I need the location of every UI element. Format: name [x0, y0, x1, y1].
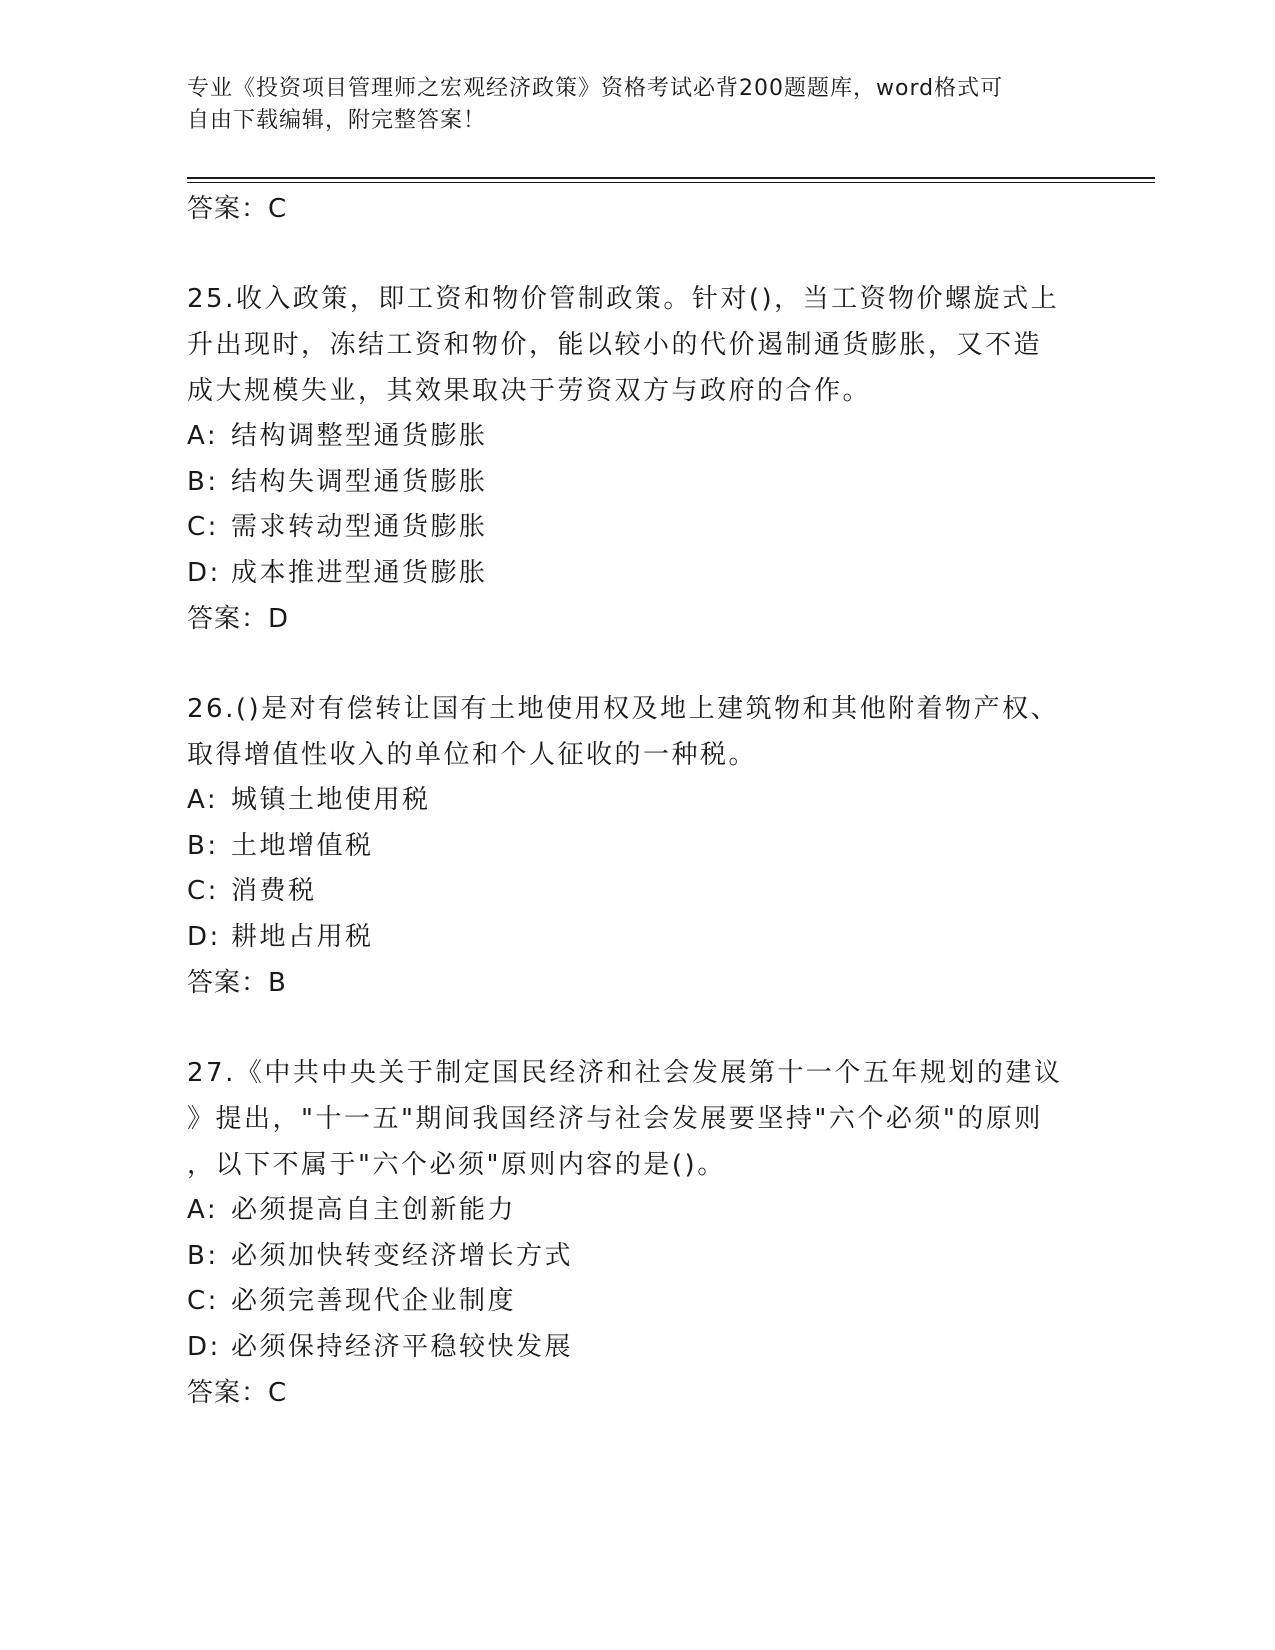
question-line: 》提出，"十一五"期间我国经济与社会发展要坚持"六个必须"的原则: [187, 1104, 1043, 1134]
option-a: [187, 414, 1087, 460]
option-label: B:: [187, 1240, 219, 1271]
option-d: [187, 551, 1087, 597]
option-c: [187, 1279, 1087, 1325]
option-b: [187, 1234, 1087, 1280]
header-line-1: 专业《投资项目管理师之宏观经济政策》资格考试必背200题题库，word格式可: [187, 76, 1004, 101]
question-list: [187, 186, 1087, 1416]
option-d: [187, 915, 1087, 961]
option-label: A:: [187, 1195, 219, 1225]
option-label: B:: [187, 466, 219, 497]
option-text: 土地增值税: [231, 830, 374, 861]
option-text: 必须保持经济平稳较快发展: [231, 1331, 574, 1362]
option-label: D:: [187, 557, 221, 588]
spacer: [187, 232, 1087, 276]
option-text: 耕地占用税: [231, 921, 374, 952]
option-text: 消费税: [231, 876, 317, 906]
option-text: 必须完善现代企业制度: [231, 1286, 517, 1316]
question-text: [187, 686, 1087, 778]
option-a: [187, 1188, 1087, 1234]
option-c: [187, 869, 1087, 915]
option-text: 城镇土地使用税: [231, 785, 431, 815]
answer: 答案：D: [187, 604, 290, 634]
option-a: [187, 778, 1087, 824]
question-line: ，以下不属于"六个必须"原则内容的是()。: [187, 1150, 726, 1180]
option-text: 结构失调型通货膨胀: [231, 466, 488, 497]
spacer: [187, 1006, 1087, 1050]
question-line: 取得增值性收入的单位和个人征收的一种税。: [187, 740, 758, 770]
question-block: [187, 1050, 1087, 1416]
option-b: [187, 824, 1087, 870]
answer: 答案：C: [187, 1378, 288, 1408]
question-line: 26.()是对有偿转让国有土地使用权及地上建筑物和其他附着物产权、: [187, 694, 1060, 724]
question-line: 27.《中共中央关于制定国民经济和社会发展第十一个五年规划的建议: [187, 1058, 1063, 1088]
question-line: 成大规模失业，其效果取决于劳资双方与政府的合作。: [187, 376, 872, 406]
question-text: [187, 1050, 1087, 1188]
header-line-2: 自由下载编辑，附完整答案！: [187, 108, 487, 133]
document-header: [187, 73, 1067, 137]
option-label: C:: [187, 876, 219, 906]
previous-answer: 答案：C: [187, 194, 288, 224]
option-text: 必须加快转变经济增长方式: [231, 1240, 574, 1271]
option-text: 成本推进型通货膨胀: [231, 557, 488, 588]
option-label: B:: [187, 830, 219, 861]
option-label: D:: [187, 921, 221, 952]
header-divider-thick: [187, 177, 1155, 179]
header-divider-thin: [187, 182, 1155, 183]
question-line: 升出现时，冻结工资和物价，能以较小的代价遏制通货膨胀，又不造: [187, 330, 1043, 360]
answer: 答案：B: [187, 968, 287, 998]
option-text: 必须提高自主创新能力: [231, 1195, 517, 1225]
option-d: [187, 1325, 1087, 1371]
option-label: C:: [187, 512, 219, 542]
option-c: [187, 505, 1087, 551]
option-label: A:: [187, 785, 219, 815]
question-text: [187, 276, 1087, 414]
option-text: 需求转动型通货膨胀: [231, 512, 488, 542]
option-text: 结构调整型通货膨胀: [231, 421, 488, 451]
question-block: [187, 686, 1087, 1006]
option-label: D:: [187, 1331, 221, 1362]
spacer: [187, 642, 1087, 686]
option-label: A:: [187, 421, 219, 451]
question-line: 25.收入政策，即工资和物价管制政策。针对()，当工资物价螺旋式上: [187, 284, 1060, 314]
option-label: C:: [187, 1286, 219, 1316]
question-block: [187, 276, 1087, 642]
option-b: [187, 460, 1087, 506]
